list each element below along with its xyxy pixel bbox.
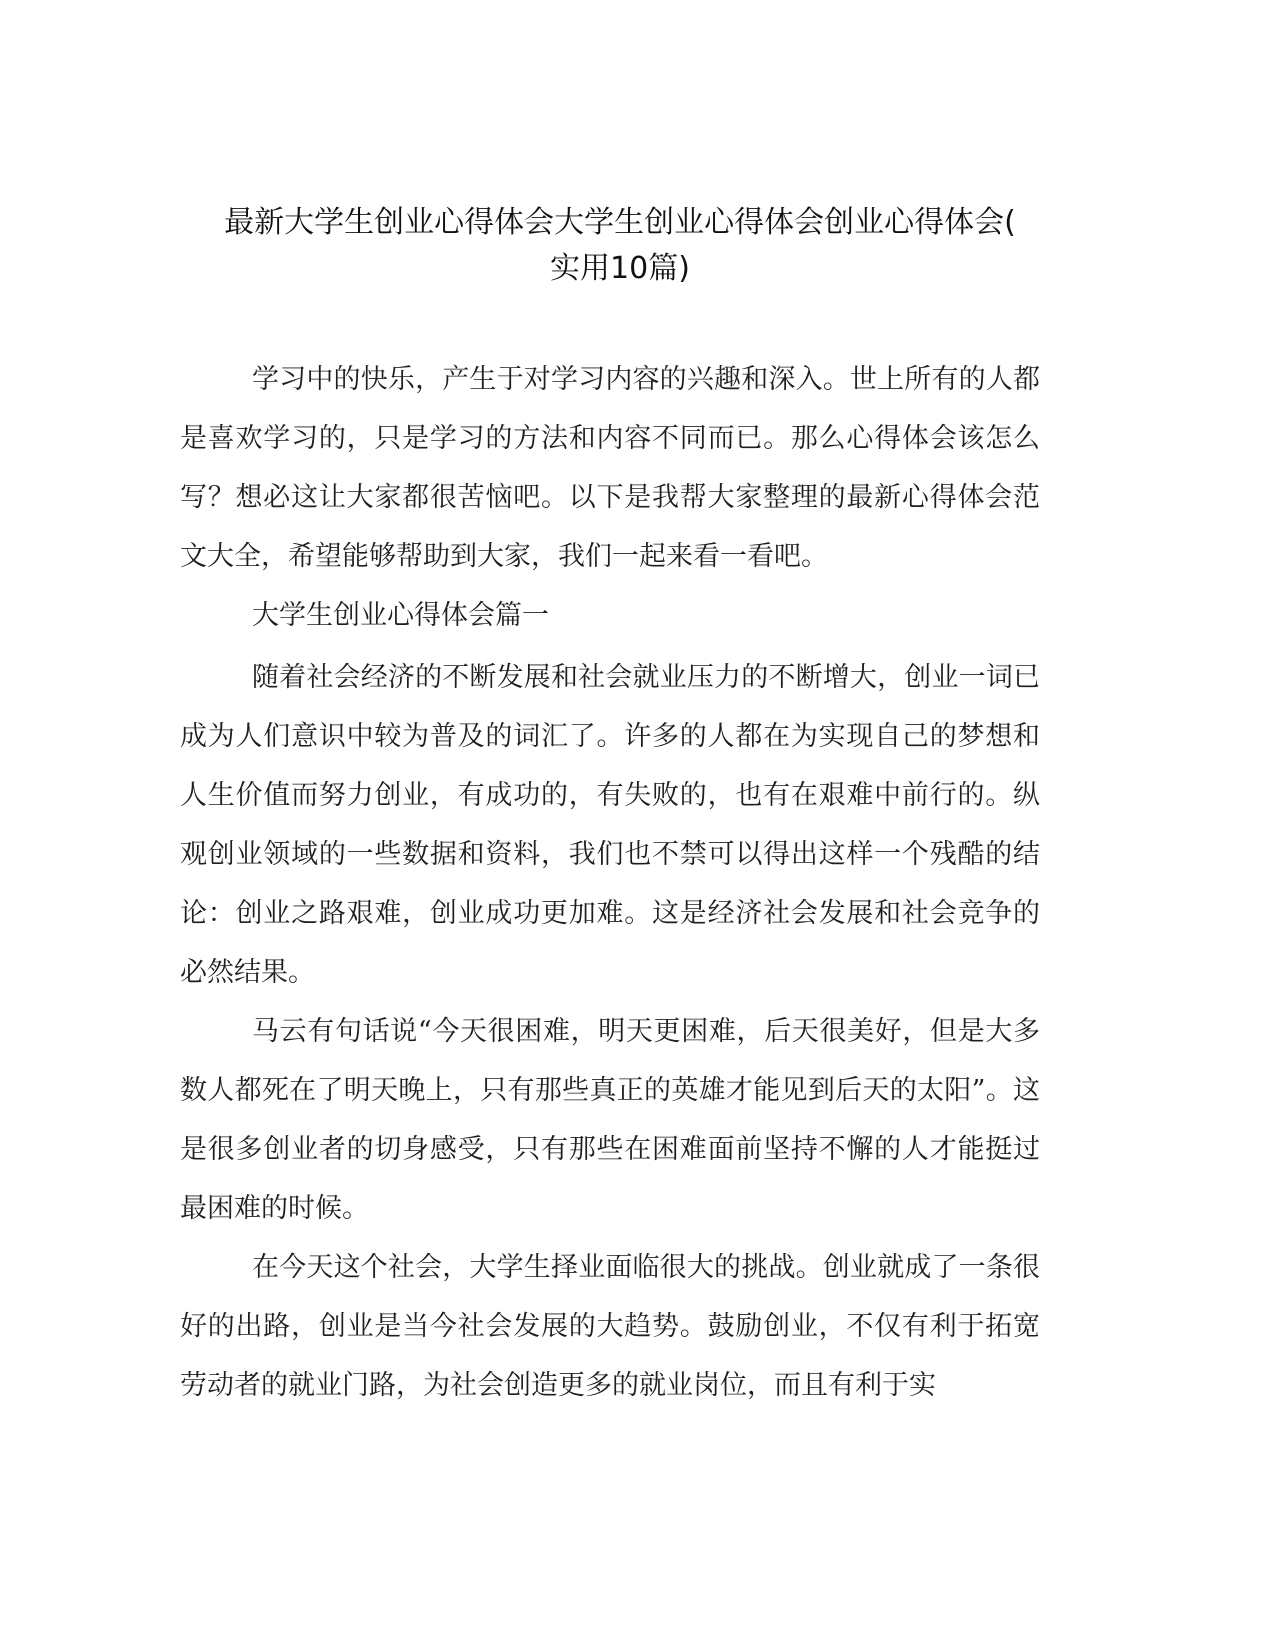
title-line-1: 最新大学生创业心得体会大学生创业心得体会创业心得体会( <box>224 205 1016 240</box>
body-paragraph-3: 在今天这个社会，大学生择业面临很大的挑战。创业就成了一条很好的出路，创业是当今社会发展的大趋势。鼓励创业，不仅有利于拓宽劳动者的就业门路，为社会创造更多的就业岗位，而且有利于实 <box>180 1252 1040 1401</box>
section-heading: 大学生创业心得体会篇一 <box>252 600 549 631</box>
document-body <box>180 350 1040 1415</box>
document-title <box>180 200 1060 292</box>
intro-paragraph: 学习中的快乐，产生于对学习内容的兴趣和深入。世上所有的人都是喜欢学习的，只是学习的方法和内容不同而已。那么心得体会该怎么写？想必这让大家都很苦恼吧。以下是我帮大家整理的最新心得体会范文大全，希望能够帮助到大家，我们一起来看一看吧。 <box>180 364 1040 572</box>
title-line-2: 实用10篇) <box>550 251 690 286</box>
body-paragraph-2: 马云有句话说“今天很困难，明天更困难，后天很美好，但是大多数人都死在了明天晚上，只有那些真正的英雄才能见到后天的太阳”。这是很多创业者的切身感受，只有那些在困难面前坚持不懈的人才能挺过最困难的时候。 <box>180 1016 1040 1224</box>
body-paragraph-1: 随着社会经济的不断发展和社会就业压力的不断增大，创业一词已成为人们意识中较为普及的词汇了。许多的人都在为实现自己的梦想和人生价值而努力创业，有成功的，有失败的，也有在艰难中前行的。纵观创业领域的一些数据和资料，我们也不禁可以得出这样一个残酷的结论：创业之路艰难，创业成功更加难。这是经济社会发展和社会竞争的必然结果。 <box>180 662 1040 988</box>
